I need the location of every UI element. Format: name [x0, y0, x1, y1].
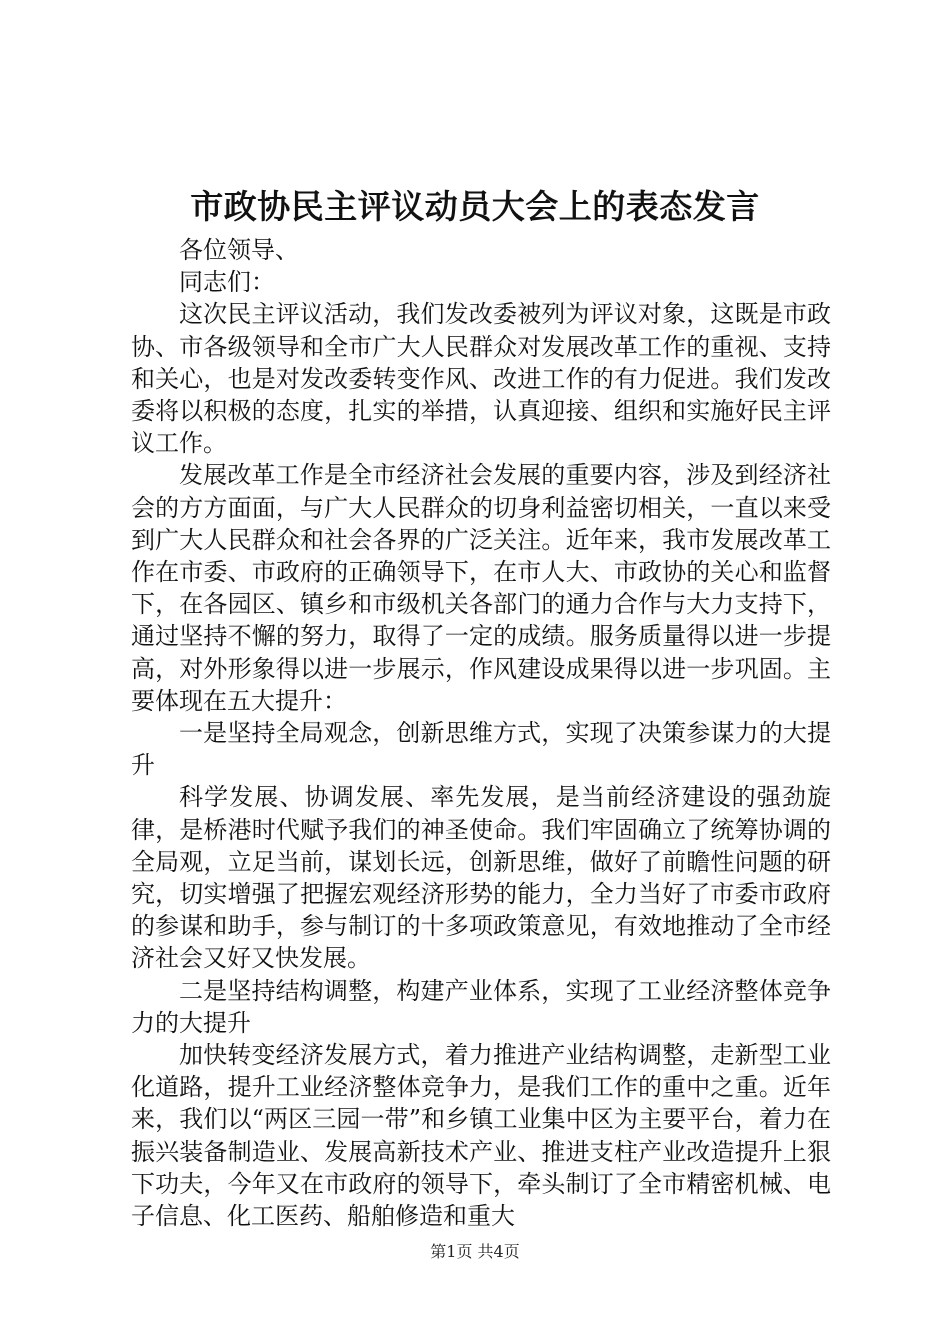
salutation-line-1: 各位领导、 [179, 236, 299, 264]
salutation-line-2: 同志们： [179, 268, 275, 297]
section-heading-1: 一是坚持全局观念，创新思维方式，实现了决策参谋力的大提升 [131, 719, 831, 780]
section-heading-2: 二是坚持结构调整，构建产业体系，实现了工业经济整体竞争力的大提升 [131, 976, 831, 1037]
paragraph-intro: 这次民主评议活动，我们发改委被列为评议对象，这既是市政协、市各级领导和全市广大人民群众对发展改革工作的重视、支持和关心，也是对发改委转变作风、改进工作的有力促进。我们发改委将以积极的态度，扎实的举措，认真迎接、组织和实施好民主评议工作。 [131, 300, 831, 458]
document-title: 市政协民主评议动员大会上的表态发言 [190, 187, 760, 226]
paragraph-overview: 发展改革工作是全市经济社会发展的重要内容，涉及到经济社会的方方面面，与广大人民群众的切身利益密切相关，一直以来受到广大人民群众和社会各界的广泛关注。近年来，我市发展改革工作在市委、市政府的正确领导下，在市人大、市政协的关心和监督下，在各园区、镇乡和市级机关各部门的通力合作与大力支持下，通过坚持不懈的努力，取得了一定的成绩。服务质量得以进一步提高，对外形象得以进一步展示，作风建设成果得以进一步巩固。主要体现在五大提升： [131, 461, 831, 715]
page-footer: 第1页 共4页 [430, 1242, 520, 1261]
paragraph-section-1: 科学发展、协调发展、率先发展，是当前经济建设的强劲旋律，是桥港时代赋予我们的神圣使命。我们牢固确立了统筹协调的全局观，立足当前，谋划长远，创新思维，做好了前瞻性问题的研究，切实增强了把握宏观经济形势的能力，全力当好了市委市政府的参谋和助手，参与制订的十多项政策意见，有效地推动了全市经济社会又好又快发展。 [131, 783, 831, 973]
document-body [131, 234, 831, 1232]
paragraph-section-2: 加快转变经济发展方式，着力推进产业结构调整，走新型工业化道路，提升工业经济整体竞争力，是我们工作的重中之重。近年来，我们以“两区三园一带”和乡镇工业集中区为主要平台，着力在振兴装备制造业、发展高新技术产业、推进支柱产业改造提升上狠下功夫，今年又在市政府的领导下，牵头制订了全市精密机械、电子信息、化工医药、船舶修造和重大 [131, 1041, 831, 1231]
